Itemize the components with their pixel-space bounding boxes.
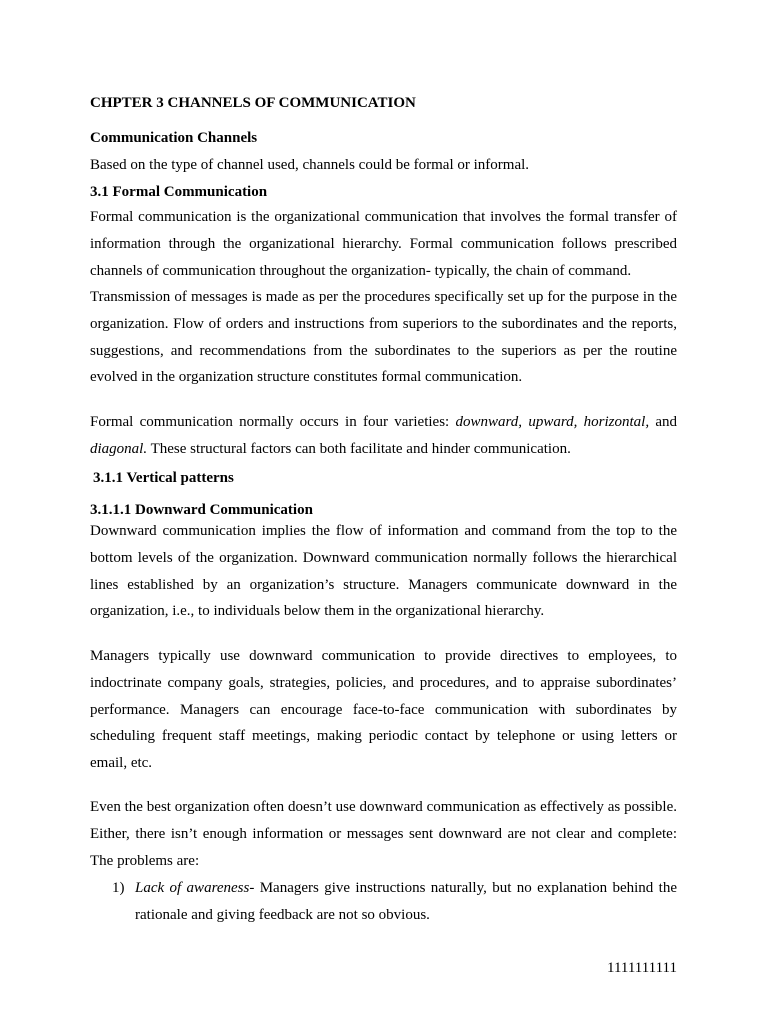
problem-description: Managers give instructions naturally, but no explanation behind the rationale and giving feedback are not so obvious. — [135, 880, 677, 923]
varieties-suffix: These structural factors can both facilitate and hinder communication. — [147, 440, 571, 457]
downward-paragraph-2: Managers typically use downward communication to provide directives to employees, to indoctrinate company goals, strategies, policies, and procedures, and to appraise subordinates’ performance. Managers can encourage face-to-face communication with subordinates by scheduling frequent staff meetings, making periodic contact by telephone or using letters or email, etc. — [90, 648, 677, 772]
variety-downward: downward, — [455, 414, 523, 430]
page-number: 1111111111 — [607, 960, 677, 976]
downward-communication-heading: 3.1.1.1 Downward Communication — [90, 502, 313, 518]
problem-list-item — [112, 875, 677, 929]
vertical-patterns-heading: 3.1.1 Vertical patterns — [93, 470, 234, 486]
problem-term: Lack of awareness- — [135, 880, 255, 896]
variety-horizontal: horizontal, — [583, 414, 650, 430]
downward-paragraph-3: Even the best organization often doesn’t use downward communication as effectively as possible. Either, there isn’t enough information or messages sent downward are not clear and complete: The problems are: — [90, 799, 677, 869]
varieties-and: and — [655, 414, 678, 430]
formal-paragraph-1: Formal communication is the organizational communication that involves the formal transfer of information through the organizational hierarchy. Formal communication follows prescribed channels of communication throughout the organization- typically, the chain of command. — [90, 209, 677, 279]
formal-communication-heading: 3.1 Formal Communication — [90, 184, 268, 200]
varieties-paragraph — [90, 409, 677, 463]
formal-paragraph-2: Transmission of messages is made as per the procedures specifically set up for the purpose in the organization. Flow of orders and instructions from superiors to the subordinates and the reports, suggestions, and recommendations from the subordinates to the superiors as per the routine evolved in the organization structure constitutes formal communication. — [90, 289, 677, 386]
section-heading: Communication Channels — [90, 130, 258, 146]
varieties-prefix: Formal communication normally occurs in four varieties: — [90, 414, 456, 430]
downward-paragraph-1: Downward communication implies the flow of information and command from the top to the bottom levels of the organization. Downward communication normally follows the hierarchical lines established by an organization’s structure. Managers communicate downward in the organization, i.e., to individuals below them in the organizational hierarchy. — [90, 523, 677, 620]
list-text — [135, 875, 677, 929]
list-number: 1) — [112, 880, 125, 896]
intro-paragraph: Based on the type of channel used, channels could be formal or informal. — [90, 157, 530, 173]
variety-diagonal: diagonal. — [90, 440, 148, 457]
variety-upward: upward, — [528, 414, 578, 430]
chapter-title: CHPTER 3 CHANNELS OF COMMUNICATION — [90, 95, 416, 111]
